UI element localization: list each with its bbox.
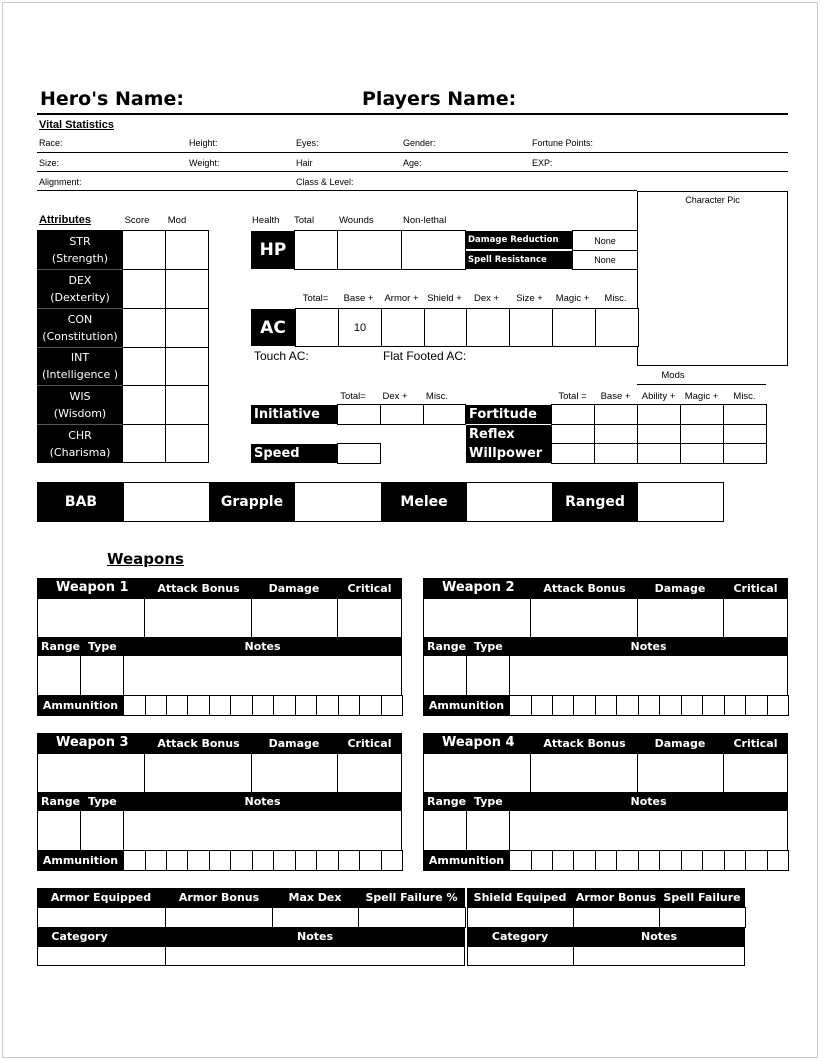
attribute-name: (Intelligence ) [41, 368, 119, 381]
ammunition-label: Ammunition [428, 699, 505, 712]
ac-header: Total= [302, 293, 329, 304]
ammunition-checkbox[interactable] [359, 695, 382, 716]
attack-bonus-header: Attack Bonus [543, 582, 626, 595]
ammunition-checkbox[interactable] [166, 695, 189, 716]
ammunition-checkbox[interactable] [273, 695, 296, 716]
attribute-mod-field[interactable] [167, 425, 207, 462]
save-field[interactable] [637, 404, 681, 425]
range-header: Range [41, 640, 81, 653]
save-field[interactable] [637, 443, 681, 464]
ac-header: Shield + [427, 293, 462, 304]
ammunition-checkbox[interactable] [166, 850, 189, 871]
attribute-label [37, 347, 123, 385]
ammunition-label: Ammunition [42, 854, 119, 867]
attribute-score-field[interactable] [124, 231, 164, 268]
hp-total-field[interactable] [294, 230, 338, 270]
weapon-stat-field[interactable] [530, 598, 638, 638]
weapons-title: Weapons [107, 550, 184, 568]
critical-header: Critical [347, 582, 392, 595]
weapon-stat-field[interactable] [423, 753, 531, 793]
speed-label: Speed [251, 444, 338, 463]
save-header: Magic + [684, 391, 719, 402]
save-header: Misc. [733, 391, 756, 402]
shield-header: Shield Equiped [473, 891, 567, 904]
initiative-total-field[interactable] [337, 404, 381, 425]
armor-field[interactable] [37, 907, 166, 928]
ac-field[interactable] [424, 308, 468, 347]
ammunition-checkbox[interactable] [187, 850, 210, 871]
ammunition-checkbox[interactable] [681, 695, 704, 716]
ammunition-checkbox[interactable] [638, 850, 661, 871]
shield-notes-header: Notes [640, 930, 678, 943]
character-pic-box[interactable] [637, 191, 788, 366]
weapon-name: Weapon 2 [442, 580, 515, 595]
attribute-abbr: DEX [68, 273, 92, 287]
height-label: Height: [189, 138, 218, 148]
mods-header: Mods [661, 370, 685, 381]
armor-field[interactable] [358, 907, 466, 928]
attribute-score-field[interactable] [124, 270, 164, 307]
attribute-separator [37, 385, 123, 386]
save-label: Reflex [466, 425, 552, 444]
weapon-stat-field[interactable] [723, 753, 788, 793]
race-label: Race: [39, 138, 63, 148]
alignment-label: Alignment: [39, 177, 82, 187]
weapon-stat-field[interactable] [723, 598, 788, 638]
ac-header: Size + [516, 293, 543, 304]
ammunition-checkbox[interactable] [659, 850, 682, 871]
hp-label: HP [251, 231, 295, 269]
save-field[interactable] [723, 424, 767, 445]
critical-header: Critical [733, 737, 778, 750]
ammunition-checkbox[interactable] [531, 695, 554, 716]
save-field[interactable] [594, 404, 638, 425]
armor-category-header: Category [51, 930, 108, 943]
vital-rule [37, 171, 788, 172]
weapon-note-field[interactable] [123, 810, 402, 851]
eyes-label: Eyes: [296, 138, 319, 148]
ac-field[interactable] [466, 308, 510, 347]
ac-header: Armor + [384, 293, 419, 304]
attack-bonus-header: Attack Bonus [543, 737, 626, 750]
weapon-note-field[interactable] [80, 655, 124, 696]
ac-field[interactable] [381, 308, 425, 347]
attribute-label [37, 269, 123, 308]
ammunition-checkbox[interactable] [531, 850, 554, 871]
hair-label: Hair [296, 158, 313, 168]
attribute-mod-field[interactable] [167, 231, 207, 268]
weapon-name: Weapon 3 [56, 735, 129, 750]
vital-rule [37, 190, 637, 191]
ammunition-checkbox[interactable] [509, 695, 532, 716]
ammunition-checkbox[interactable] [659, 695, 682, 716]
weapon-note-field[interactable] [37, 655, 81, 696]
save-field[interactable] [680, 443, 724, 464]
combat-field[interactable] [295, 483, 380, 521]
hp-wounds-field[interactable] [337, 230, 402, 270]
attribute-abbr: CHR [68, 428, 92, 442]
ammunition-checkbox[interactable] [295, 850, 318, 871]
hp-non-lethal-field[interactable] [401, 230, 466, 270]
save-header: Ability + [641, 391, 676, 402]
attribute-label [37, 424, 123, 463]
attribute-name: (Dexterity) [50, 290, 110, 304]
ammunition-checkbox[interactable] [573, 695, 596, 716]
non-lethal-header: Non-lethal [403, 215, 447, 226]
weapon-note-field[interactable] [80, 810, 124, 851]
ammunition-checkbox[interactable] [187, 695, 210, 716]
ammunition-checkbox[interactable] [638, 695, 661, 716]
weapon-stat-field[interactable] [251, 753, 338, 793]
weapon-stat-field[interactable] [423, 598, 531, 638]
ammunition-checkbox[interactable] [338, 850, 361, 871]
ac-field[interactable] [509, 308, 553, 347]
weapon-note-field[interactable] [509, 810, 788, 851]
ammunition-checkbox[interactable] [595, 695, 618, 716]
spell-resistance-label: Spell Resistance [465, 251, 573, 269]
shield-header: Armor Bonus [575, 891, 657, 904]
ammunition-checkbox[interactable] [145, 695, 168, 716]
range-header: Range [427, 795, 467, 808]
weapon-note-field[interactable] [37, 810, 81, 851]
armor-header: Armor Equipped [50, 891, 152, 904]
attribute-label [37, 385, 123, 424]
attribute-separator [37, 347, 123, 348]
attribute-separator [37, 424, 123, 425]
ammunition-checkbox[interactable] [552, 695, 575, 716]
attribute-label [37, 308, 123, 347]
weapon-stat-field[interactable] [637, 753, 724, 793]
speed-field[interactable] [337, 443, 381, 464]
weapon-note-field[interactable] [466, 810, 510, 851]
combat-label: BAB [38, 483, 124, 521]
ammunition-checkbox[interactable] [381, 850, 404, 871]
attribute-name: (Strength) [51, 251, 109, 265]
ammunition-checkbox[interactable] [745, 850, 768, 871]
attribute-score-field[interactable] [124, 348, 164, 384]
combat-field[interactable] [638, 483, 723, 521]
shield-field[interactable] [659, 907, 746, 928]
armor-field[interactable] [165, 907, 274, 928]
armor-notes-field[interactable] [165, 946, 465, 966]
ammunition-checkbox[interactable] [273, 850, 296, 871]
damage-header: Damage [268, 737, 320, 750]
initiative-misc-field[interactable] [423, 404, 466, 425]
combat-field[interactable] [124, 483, 209, 521]
init-total-header: Total= [340, 391, 366, 402]
ac-field[interactable]: 10 [338, 308, 382, 347]
shield-category-header: Category [491, 930, 549, 943]
weapon-stat-field[interactable] [37, 753, 145, 793]
critical-header: Critical [347, 737, 392, 750]
combat-label: Grapple [209, 483, 295, 521]
ac-field[interactable] [595, 308, 639, 347]
save-field[interactable] [551, 424, 595, 445]
armor-header: Armor Bonus [178, 891, 260, 904]
ammunition-checkbox[interactable] [702, 695, 725, 716]
weapon-note-field[interactable] [423, 810, 467, 851]
weapon-note-field[interactable] [123, 655, 402, 696]
ammunition-checkbox[interactable] [681, 850, 704, 871]
ammunition-checkbox[interactable] [123, 850, 146, 871]
ammunition-checkbox[interactable] [509, 850, 532, 871]
ammunition-checkbox[interactable] [573, 850, 596, 871]
attributes-title: Attributes [39, 214, 91, 226]
combat-label: Melee [381, 483, 467, 521]
attribute-name: (Constitution) [42, 329, 118, 343]
weapon-stat-field[interactable] [251, 598, 338, 638]
ammunition-checkbox[interactable] [338, 695, 361, 716]
ammunition-checkbox[interactable] [123, 695, 146, 716]
save-label: Fortitude [466, 405, 552, 424]
attribute-mod-field[interactable] [167, 309, 207, 346]
shield-field[interactable] [467, 907, 574, 928]
ammunition-checkbox[interactable] [616, 850, 639, 871]
weapon-stat-field[interactable] [144, 753, 252, 793]
header-rule [37, 113, 788, 115]
damage-header: Damage [654, 582, 706, 595]
ammunition-checkbox[interactable] [767, 850, 790, 871]
combat-field[interactable] [467, 483, 552, 521]
weapon-stat-field[interactable] [37, 598, 145, 638]
weapon-note-field[interactable] [466, 655, 510, 696]
ac-header: Dex + [473, 293, 500, 304]
save-field[interactable] [680, 424, 724, 445]
save-field[interactable] [594, 443, 638, 464]
wounds-header: Wounds [339, 215, 374, 226]
ammunition-label: Ammunition [428, 854, 505, 867]
init-dex-header: Dex + [382, 391, 408, 402]
weapon-note-field[interactable] [509, 655, 788, 696]
weapon-stat-field[interactable] [530, 753, 638, 793]
age-label: Age: [403, 158, 422, 168]
ammunition-checkbox[interactable] [595, 850, 618, 871]
armor-notes-header: Notes [296, 930, 334, 943]
ac-field[interactable] [295, 308, 339, 347]
vital-rule [37, 152, 788, 153]
damage-header: Damage [268, 582, 320, 595]
attack-bonus-header: Attack Bonus [157, 582, 240, 595]
attribute-abbr: INT [70, 351, 90, 364]
ammunition-checkbox[interactable] [381, 695, 404, 716]
attribute-mod-field[interactable] [167, 270, 207, 307]
ammunition-checkbox[interactable] [230, 850, 253, 871]
ammunition-checkbox[interactable] [552, 850, 575, 871]
attribute-score-field[interactable] [124, 386, 164, 423]
save-field[interactable] [551, 443, 595, 464]
initiative-dex-field[interactable] [380, 404, 424, 425]
vital-statistics-title: Vital Statistics [39, 119, 114, 131]
range-header: Range [41, 795, 81, 808]
ammunition-checkbox[interactable] [230, 695, 253, 716]
save-header: Base + [600, 391, 631, 402]
attribute-score-field[interactable] [124, 425, 164, 462]
attribute-label [37, 230, 123, 269]
attribute-mod-field[interactable] [167, 386, 207, 423]
save-header: Total = [558, 391, 587, 402]
size-label: Size: [39, 158, 60, 168]
attribute-separator [37, 269, 123, 270]
ammunition-checkbox[interactable] [252, 850, 275, 871]
shield-category-field[interactable] [467, 946, 574, 966]
initiative-label: Initiative [251, 405, 338, 424]
ac-header: Base + [343, 293, 374, 304]
attack-bonus-header: Attack Bonus [157, 737, 240, 750]
attribute-name: (Charisma) [49, 445, 111, 459]
attribute-score-field[interactable] [124, 309, 164, 346]
attribute-name: (Wisdom) [53, 406, 107, 420]
ammunition-label: Ammunition [42, 699, 119, 712]
ac-header: Magic + [555, 293, 590, 304]
range-header: Range [427, 640, 467, 653]
mods-rule [637, 384, 766, 385]
gender-label: Gender: [403, 138, 436, 148]
heros-name-label: Hero's Name: [40, 88, 184, 110]
players-name-label: Players Name: [362, 88, 517, 110]
weapon-stat-field[interactable] [337, 753, 402, 793]
ammunition-checkbox[interactable] [295, 695, 318, 716]
weapon-stat-field[interactable] [637, 598, 724, 638]
score-header: Score [124, 215, 150, 226]
attribute-abbr: CON [67, 312, 93, 326]
ammunition-checkbox[interactable] [209, 850, 232, 871]
flat-footed-ac-label: Flat Footed AC: [383, 349, 467, 363]
save-field[interactable] [551, 404, 595, 425]
attribute-abbr: WIS [69, 389, 91, 403]
ammunition-checkbox[interactable] [616, 695, 639, 716]
weapon-stat-field[interactable] [337, 598, 402, 638]
ammunition-checkbox[interactable] [359, 850, 382, 871]
weapon-name: Weapon 4 [442, 735, 515, 750]
weapon-name: Weapon 1 [56, 580, 129, 595]
type-header: Type [88, 795, 117, 808]
mod-header: Mod [167, 215, 187, 226]
fortune-points-label: Fortune Points: [532, 138, 594, 148]
damage-header: Damage [654, 737, 706, 750]
ammunition-checkbox[interactable] [724, 850, 747, 871]
weapon-note-field[interactable] [423, 655, 467, 696]
armor-header: Max Dex [288, 891, 342, 904]
shield-notes-field[interactable] [573, 946, 745, 966]
damage-reduction-value[interactable]: None [572, 230, 638, 251]
ammunition-checkbox[interactable] [145, 850, 168, 871]
save-field[interactable] [680, 404, 724, 425]
character-pic-label: Character Pic [685, 195, 740, 205]
init-misc-header: Misc. [425, 391, 449, 402]
shield-field[interactable] [573, 907, 660, 928]
attribute-separator [37, 308, 123, 309]
attribute-abbr: STR [69, 234, 91, 248]
combat-label: Ranged [552, 483, 638, 521]
ammunition-checkbox[interactable] [209, 695, 232, 716]
class-level-label: Class & Level: [296, 177, 354, 187]
ammunition-checkbox[interactable] [702, 850, 725, 871]
ammunition-checkbox[interactable] [745, 695, 768, 716]
notes-header: Notes [244, 640, 281, 653]
total-header: Total [294, 215, 315, 226]
save-label: Willpower [466, 444, 552, 463]
weight-label: Weight: [189, 158, 220, 168]
save-field[interactable] [723, 404, 767, 425]
damage-reduction-label: Damage Reduction [465, 231, 573, 249]
armor-header: Spell Failure % [365, 891, 458, 904]
spell-resistance-value[interactable]: None [572, 250, 638, 270]
armor-field[interactable] [272, 907, 359, 928]
armor-category-field[interactable] [37, 946, 166, 966]
ammunition-checkbox[interactable] [316, 850, 339, 871]
ammunition-checkbox[interactable] [724, 695, 747, 716]
ammunition-checkbox[interactable] [252, 695, 275, 716]
ammunition-checkbox[interactable] [767, 695, 790, 716]
exp-label: EXP: [532, 158, 553, 168]
ac-field[interactable] [552, 308, 596, 347]
type-header: Type [474, 640, 503, 653]
notes-header: Notes [630, 640, 667, 653]
ac-header: Misc. [604, 293, 627, 304]
notes-header: Notes [244, 795, 281, 808]
type-header: Type [474, 795, 503, 808]
ammunition-checkbox[interactable] [316, 695, 339, 716]
attribute-mod-field[interactable] [167, 348, 207, 384]
shield-header: Spell Failure [663, 891, 741, 904]
weapon-stat-field[interactable] [144, 598, 252, 638]
save-field[interactable] [637, 424, 681, 445]
ac-label: AC [251, 309, 295, 346]
health-header: Health [252, 215, 280, 226]
save-field[interactable] [594, 424, 638, 445]
save-field[interactable] [723, 443, 767, 464]
critical-header: Critical [733, 582, 778, 595]
type-header: Type [88, 640, 117, 653]
notes-header: Notes [630, 795, 667, 808]
touch-ac-label: Touch AC: [254, 349, 309, 363]
